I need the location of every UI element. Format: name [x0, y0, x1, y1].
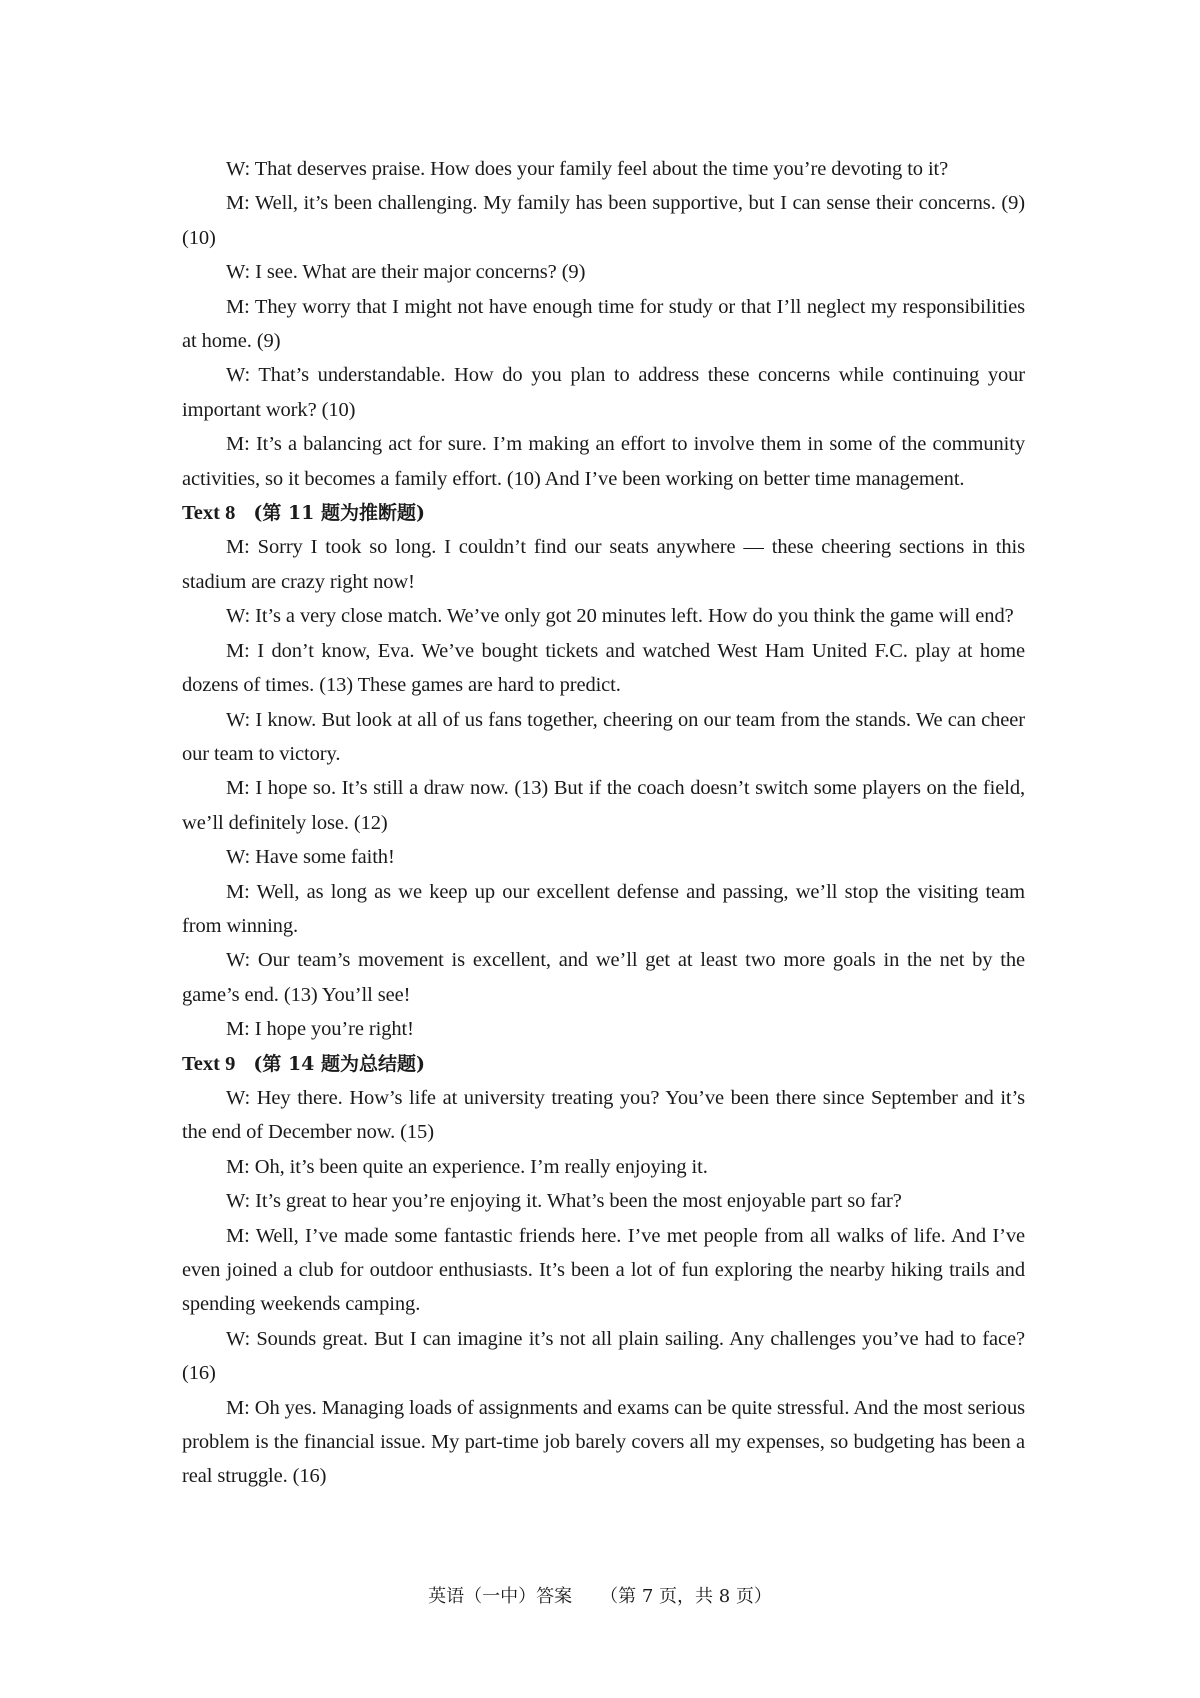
dialogue-line: W: Have some faith! [226, 846, 395, 869]
footer-title: 英语（一中）答案 [428, 1586, 573, 1607]
section-note: (第 14 题为总结题) [253, 1052, 425, 1075]
dialogue-line: M: Well, it’s been challenging. My family has been supportive, but I can sense their concerns. (9) (10) [182, 192, 1025, 249]
dialogue-line: W: It’s a very close match. We’ve only got 20 minutes left. How do you think the game will end? [226, 605, 1014, 628]
page-footer [0, 1582, 1200, 1608]
dialogue-line: M: They worry that I might not have enough time for study or that I’ll neglect my responsibilities at home. (9) [182, 295, 1025, 353]
section-label: Text 8 [182, 502, 236, 525]
dialogue-line: W: That’s understandable. How do you plan to address these concerns while continuing your important work? (10) [182, 364, 1025, 421]
dialogue-line: M: Well, I’ve made some fantastic friends here. I’ve met people from all walks of life. And I’ve even joined a club for outdoor enthusiasts. It’s been a lot of fun exploring the nearby hiking trails and spending weekends camping. [182, 1224, 1025, 1316]
section-heading-text9 [182, 1047, 1025, 1081]
dialogue-line: W: Our team’s movement is excellent, and we’ll get at least two more goals in the net by the game’s end. (13) You’ll see! [182, 949, 1025, 1006]
document-body [182, 152, 1025, 1494]
dialogue-line: W: Hey there. How’s life at university treating you? You’ve been there since September and it’s the end of December now. (15) [182, 1086, 1025, 1144]
dialogue-line: W: I see. What are their major concerns? (9) [226, 261, 586, 284]
page-number: （第 7 页，共 8 页） [600, 1586, 772, 1607]
dialogue-line: W: It’s great to hear you’re enjoying it. What’s been the most enjoyable part so far? [226, 1190, 902, 1213]
dialogue-line: W: Sounds great. But I can imagine it’s not all plain sailing. Any challenges you’ve had to face? (16) [182, 1327, 1025, 1385]
dialogue-line: M: Oh, it’s been quite an experience. I’m really enjoying it. [226, 1155, 708, 1178]
dialogue-line: M: Well, as long as we keep up our excellent defense and passing, we’ll stop the visiting team from winning. [182, 880, 1025, 937]
dialogue-line: W: I know. But look at all of us fans together, cheering on our team from the stands. We can cheer our team to victory. [182, 708, 1025, 765]
dialogue-line: M: I hope so. It’s still a draw now. (13) But if the coach doesn’t switch some players on the field, we’ll definitely lose. (12) [182, 777, 1025, 834]
dialogue-line: M: Sorry I took so long. I couldn’t find our seats anywhere — these cheering sections in this stadium are crazy right now! [182, 536, 1025, 593]
dialogue-line: M: I hope you’re right! [226, 1018, 414, 1041]
section-heading-text8 [182, 496, 1025, 530]
dialogue-line: M: It’s a balancing act for sure. I’m making an effort to involve them in some of the community activities, so it becomes a family effort. (10) And I’ve been working on better time management. [182, 433, 1025, 490]
dialogue-line: W: That deserves praise. How does your family feel about the time you’re devoting to it? [226, 158, 949, 180]
section-label: Text 9 [182, 1052, 236, 1075]
section-note: (第 11 题为推断题) [253, 502, 425, 525]
dialogue-line: M: I don’t know, Eva. We’ve bought tickets and watched West Ham United F.C. play at home dozens of times. (13) These games are hard to predict. [182, 639, 1025, 697]
dialogue-line: M: Oh yes. Managing loads of assignments and exams can be quite stressful. And the most serious problem is the financial issue. My part-time job barely covers all my expenses, so budgeting has been a real struggle. (16) [182, 1396, 1025, 1488]
